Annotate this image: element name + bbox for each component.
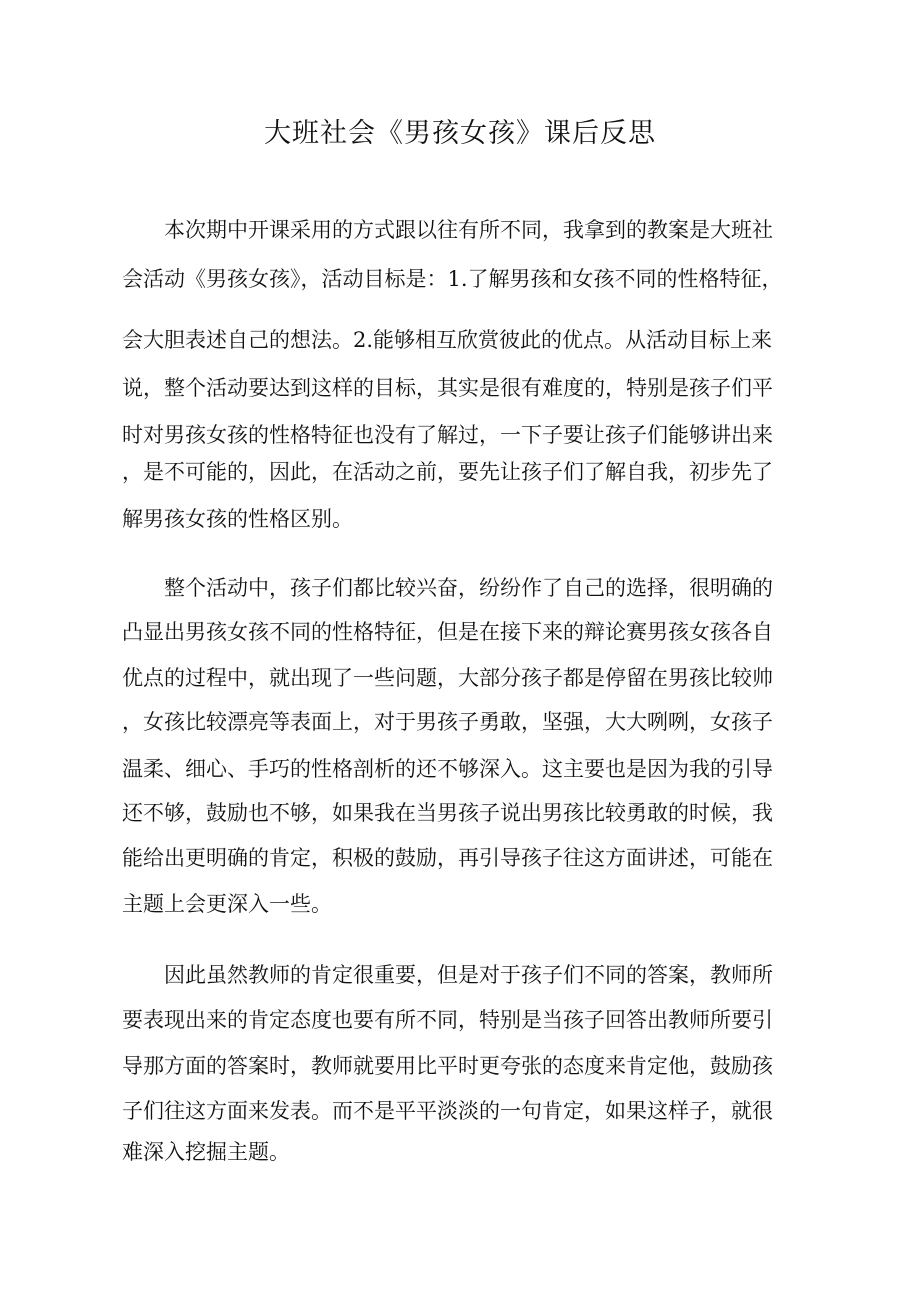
paragraph-line: 主题上会更深入一些。 [122,892,332,916]
paragraph-line: 子们往这方面来发表。而不是平平淡淡的一句肯定，如果这样子，就很 [122,1099,773,1123]
paragraph-line: ，是不可能的，因此，在活动之前，要先让孩子们了解自我，初步先了 [122,460,773,484]
paragraph-line: 要表现出来的肯定态度也要有所不同，特别是当孩子回答出教师所要引 [122,1008,773,1032]
paragraph-line: 凸显出男孩女孩不同的性格特征，但是在接下来的辩论赛男孩女孩各自 [122,620,773,644]
paragraph-line: 本次期中开课采用的方式跟以往有所不同，我拿到的教案是大班社 [164,218,773,242]
paragraph-line: 会大胆表述自己的想法。2.能够相互欣赏彼此的优点。从活动目标上来 [122,328,773,352]
paragraph-line: 解男孩女孩的性格区别。 [122,507,353,531]
paragraph-line: 说，整个活动要达到这样的目标，其实是很有难度的，特别是孩子们平 [122,376,773,400]
paragraph-line: 优点的过程中，就出现了一些问题，大部分孩子都是停留在男孩比较帅 [122,666,773,690]
paragraph-line: 温柔、细心、手巧的性格剖析的还不够深入。这主要也是因为我的引导 [122,757,773,781]
paragraph-line: 时对男孩女孩的性格特征也没有了解过，一下子要让孩子们能够讲出来 [122,423,773,447]
paragraph-line: 能给出更明确的肯定，积极的鼓励，再引导孩子往这方面讲述，可能在 [122,846,773,870]
paragraph-line: 难深入挖掘主题。 [122,1140,290,1164]
paragraph-line: 还不够，鼓励也不够，如果我在当男孩子说出男孩比较勇敢的时候，我 [122,801,773,825]
paragraph-line: 整个活动中，孩子们都比较兴奋，纷纷作了自己的选择，很明确的 [164,576,773,600]
paragraph-line: ，女孩比较漂亮等表面上，对于男孩子勇敢，坚强，大大咧咧，女孩子 [122,710,773,734]
paragraph-line: 因此虽然教师的肯定很重要，但是对于孩子们不同的答案，教师所 [164,963,773,987]
document-title: 大班社会《男孩女孩》课后反思 [264,118,656,149]
paragraph-line: 导那方面的答案时，教师就要用比平时更夸张的态度来肯定他，鼓励孩 [122,1054,773,1078]
paragraph-line: 会活动《男孩女孩》，活动目标是：1.了解男孩和女孩不同的性格特征， [122,267,783,291]
